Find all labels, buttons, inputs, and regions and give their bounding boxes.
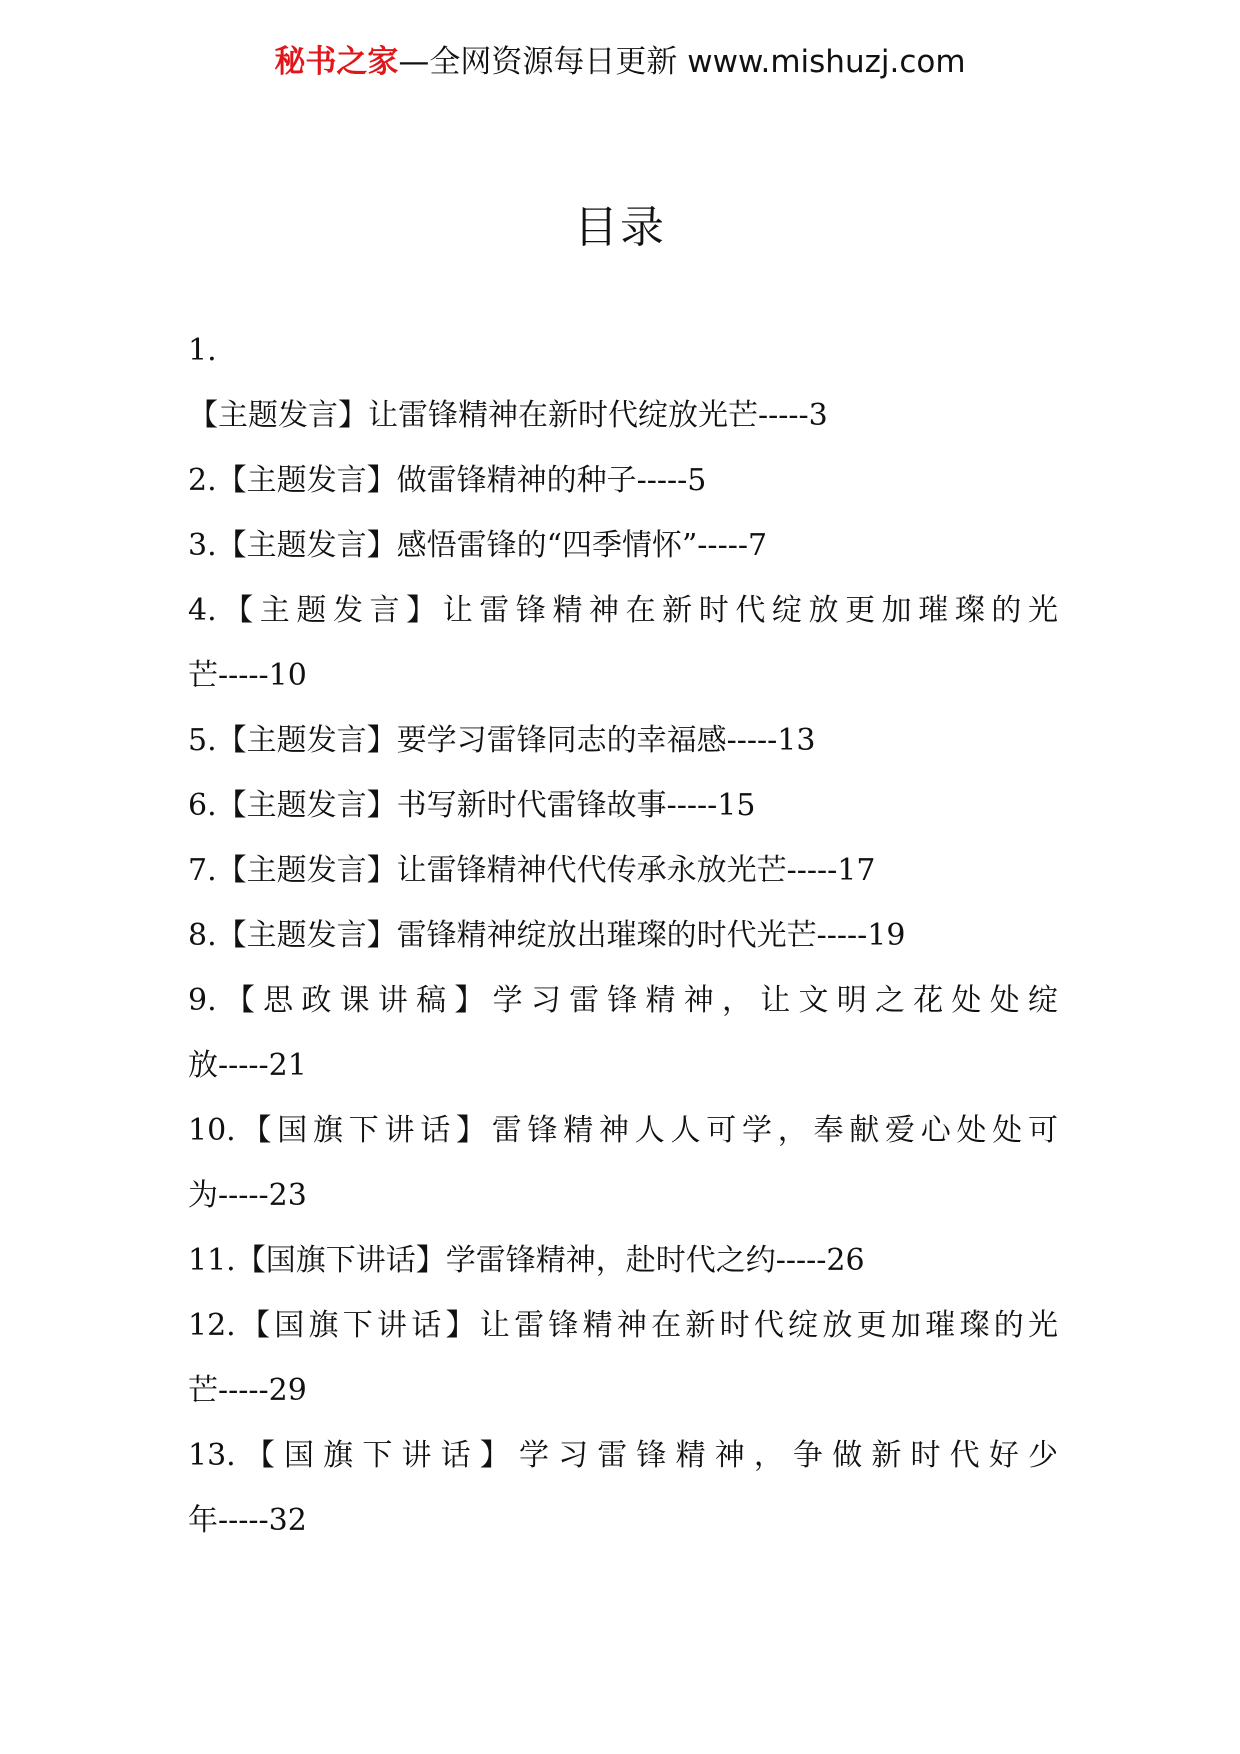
toc-line: 2.【主题发言】做雷锋精神的种子-----5 [188, 463, 707, 498]
toc-line: 6.【主题发言】书写新时代雷锋故事-----15 [188, 788, 756, 823]
site-brand: 秘书之家 [274, 44, 399, 80]
toc-line: 【主题发言】让雷锋精神在新时代绽放光芒-----3 [188, 398, 828, 433]
toc-line: 11.【国旗下讲话】学雷锋精神，赴时代之约-----26 [188, 1243, 865, 1278]
toc-line: 7.【主题发言】让雷锋精神代代传承永放光芒-----17 [188, 853, 876, 888]
toc-line: 放-----21 [188, 1048, 307, 1083]
site-tagline: —全网资源每日更新 www.mishuzj.com [398, 44, 966, 80]
table-of-contents [188, 318, 1058, 1553]
toc-line: 10.【国旗下讲话】雷锋精神人人可学，奉献爱心处处可 [188, 1113, 1058, 1148]
site-header [0, 42, 1240, 82]
toc-line: 12.【国旗下讲话】让雷锋精神在新时代绽放更加璀璨的光 [188, 1308, 1058, 1343]
toc-line: 8.【主题发言】雷锋精神绽放出璀璨的时代光芒-----19 [188, 918, 906, 953]
toc-line: 13.【国旗下讲话】学习雷锋精神，争做新时代好少 [188, 1438, 1058, 1473]
toc-line: 年-----32 [188, 1503, 307, 1538]
toc-line: 芒-----29 [188, 1373, 307, 1408]
toc-line: 9.【思政课讲稿】学习雷锋精神，让文明之花处处绽 [188, 983, 1058, 1018]
page-title: 目录 [574, 202, 666, 253]
toc-line: 为-----23 [188, 1178, 307, 1213]
toc-line: 5.【主题发言】要学习雷锋同志的幸福感-----13 [188, 723, 816, 758]
toc-line: 4.【主题发言】让雷锋精神在新时代绽放更加璀璨的光 [188, 593, 1058, 628]
toc-line: 3.【主题发言】感悟雷锋的“四季情怀”-----7 [188, 528, 768, 563]
toc-line: 1. [188, 333, 217, 368]
toc-line: 芒-----10 [188, 658, 307, 693]
